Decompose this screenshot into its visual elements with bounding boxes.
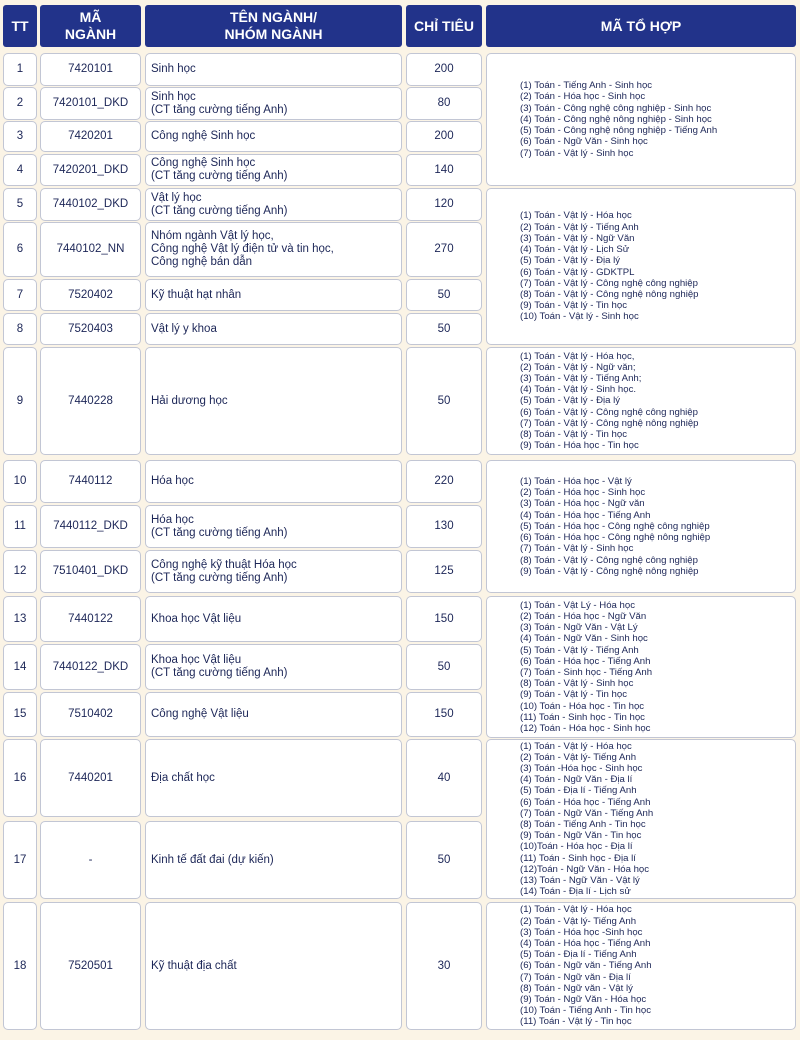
subject-combination: (6) Toán - Ngữ văn - Tiếng Anh	[520, 960, 652, 972]
subject-combination: (6) Toán - Vật lý - Công nghệ công nghiệp	[520, 406, 698, 418]
subject-combination: (11) Toán - Vật lý - Tin học	[520, 1016, 632, 1028]
major-code: 7510402	[40, 692, 141, 737]
subject-combination: (5) Toán - Vật lý - Địa lý	[520, 395, 621, 407]
subject-combination: (9) Toán - Vật lý - Tin học	[520, 300, 627, 312]
major-name-lines	[151, 708, 249, 721]
subject-combination: (10) Toán - Vật lý - Sinh học	[520, 311, 639, 323]
subject-combination: (9) Toán - Vật lý - Tin học	[520, 689, 627, 701]
subject-combination: (3) Toán - Công nghệ công nghiệp - Sinh học	[520, 102, 712, 114]
row-number: 9	[3, 347, 37, 455]
subject-combination: (8) Toán - Vật lý - Sinh học	[520, 678, 634, 690]
subject-combination: (2) Toán - Vật lý - Ngữ văn;	[520, 361, 636, 373]
subject-combination: (10) Toán - Tiếng Anh - Tin học	[520, 1005, 652, 1017]
major-code: 7440102_DKD	[40, 188, 141, 221]
subject-combination: (5) Toán - Hóa học - Công nghệ công nghiệp	[520, 520, 710, 532]
subject-combination: (4) Toán - Hóa học - Tiếng Anh	[520, 509, 651, 521]
header-chi-tieu	[406, 5, 482, 47]
subject-combination: (7) Toán - Vật lý - Sinh học	[520, 543, 634, 555]
subject-combination: (12) Toán - Hóa học - Sinh học	[520, 723, 651, 735]
quota: 50	[406, 313, 482, 345]
major-name-line: Kỹ thuật hạt nhân	[151, 288, 242, 301]
quota: 120	[406, 188, 482, 221]
header-ten-nganh	[145, 5, 402, 47]
subject-combination: (7) Toán - Vật lý - Sinh học	[520, 147, 634, 159]
row-number: 15	[3, 692, 37, 737]
subject-combination: (9) Toán - Hóa học - Tin học	[520, 440, 639, 452]
major-code: 7420201_DKD	[40, 154, 141, 186]
major-name-line: Công nghệ kỹ thuật Hóa học	[151, 558, 297, 571]
header-ma-line1: MÃ	[79, 9, 102, 25]
major-name-line: Hải dương học	[151, 394, 228, 407]
major-name-line: (CT tăng cường tiếng Anh)	[151, 667, 288, 679]
quota: 40	[406, 739, 482, 817]
row-number: 13	[3, 596, 37, 642]
subject-combination: (7) Toán - Ngữ văn - Địa lí	[520, 971, 631, 983]
quota: 50	[406, 279, 482, 311]
major-code: 7440228	[40, 347, 141, 455]
major-name-line: (CT tăng cường tiếng Anh)	[151, 103, 288, 116]
major-name-lines	[151, 960, 237, 973]
subject-combination: (2) Toán - Vật lý - Tiếng Anh	[520, 221, 639, 233]
quota: 200	[406, 53, 482, 86]
subject-combination: (6) Toán - Hóa học - Tiếng Anh	[520, 655, 651, 667]
major-name-lines	[151, 395, 228, 408]
major-name	[145, 550, 402, 593]
major-name-line: Địa chất học	[151, 771, 215, 784]
major-name	[145, 279, 402, 311]
subject-combination: (8) Toán - Tiếng Anh - Tin học	[520, 819, 646, 830]
major-name-lines	[151, 157, 288, 183]
quota: 50	[406, 644, 482, 690]
subject-combination-group	[486, 596, 796, 738]
major-name	[145, 347, 402, 455]
major-name	[145, 121, 402, 152]
major-name-line: Vật lý học	[151, 191, 202, 204]
major-name-line: Hóa học	[151, 513, 194, 526]
subject-combination: (8) Toán - Vật lý - Tin học	[520, 429, 627, 440]
major-code: 7520403	[40, 313, 141, 345]
major-code: 7420201	[40, 121, 141, 152]
header-chi-tieu-label: CHỈ TIÊU	[414, 17, 474, 34]
major-name	[145, 222, 402, 277]
major-code: 7440112	[40, 460, 141, 503]
major-name-line: (CT tăng cường tiếng Anh)	[151, 526, 288, 539]
major-code: 7440122_DKD	[40, 644, 141, 690]
subject-combination: (12)Toán - Ngữ Văn - Hóa học	[520, 863, 650, 875]
subject-combination: (3) Toán - Ngữ Văn - Vật Lý	[520, 622, 638, 634]
major-name-line: Vật lý y khoa	[151, 322, 217, 335]
header-tt	[3, 5, 37, 47]
subject-combination-group	[486, 188, 796, 345]
row-number: 14	[3, 644, 37, 690]
major-name-line: Khoa học Vật liệu	[151, 654, 242, 666]
major-name	[145, 644, 402, 690]
quota: 270	[406, 222, 482, 277]
major-name-lines	[151, 772, 215, 785]
subject-combination: (7) Toán - Vật lý - Công nghệ công nghiệp	[520, 277, 698, 289]
major-name-lines	[151, 230, 334, 269]
subject-combination: (3) Toán - Hóa học -Sinh học	[520, 926, 643, 938]
subject-combination: (4) Toán - Vật lý - Sinh học.	[520, 384, 637, 396]
subject-combination: (7) Toán - Sinh học - Tiếng Anh	[520, 667, 653, 678]
major-name	[145, 505, 402, 548]
row-number: 16	[3, 739, 37, 817]
major-name-line: Sinh học	[151, 63, 196, 75]
subject-combination: (8) Toán - Vật lý - Công nghệ nông nghiệp	[520, 288, 699, 300]
subject-combination: (6) Toán - Ngữ Văn - Sinh học	[520, 136, 648, 148]
major-name-line: Kỹ thuật địa chất	[151, 959, 237, 972]
header-ten-line2: NHÓM NGÀNH	[224, 26, 323, 42]
major-code: 7520402	[40, 279, 141, 311]
major-name	[145, 53, 402, 86]
major-name-line: Công nghệ Sinh học	[151, 130, 256, 142]
row-number: 4	[3, 154, 37, 186]
subject-combination: (3) Toán -Hóa học - Sinh học	[520, 762, 643, 774]
header-to-hop	[486, 5, 796, 47]
major-name-line: (CT tăng cường tiếng Anh)	[151, 571, 288, 584]
major-code: 7420101_DKD	[40, 87, 141, 120]
subject-combination: (2) Toán - Hóa học - Sinh học	[520, 487, 646, 499]
subject-combination: (1) Toán - Vật lý - Hóa học	[520, 904, 632, 916]
subject-combination: (8) Toán - Ngữ văn - Vật lý	[520, 982, 633, 994]
quota: 30	[406, 902, 482, 1030]
subject-combination: (2) Toán - Vật lý- Tiếng Anh	[520, 915, 637, 927]
major-code: 7420101	[40, 53, 141, 86]
row-number: 6	[3, 222, 37, 277]
major-name-lines	[151, 130, 255, 143]
major-code: 7520501	[40, 902, 141, 1030]
quota: 130	[406, 505, 482, 548]
subject-combination: (9) Toán - Ngữ Văn - Hóa học	[520, 994, 647, 1005]
major-name-lines	[151, 613, 241, 626]
major-code: 7440122	[40, 596, 141, 642]
quota: 50	[406, 821, 482, 899]
subject-combination: (3) Toán - Hóa học - Ngữ văn	[520, 498, 645, 510]
subject-combination: (5) Toán - Địa lí - Tiếng Anh	[520, 785, 637, 797]
major-name-line: Công nghệ Vật liệu	[151, 708, 249, 720]
header-ma-line2: NGÀNH	[64, 26, 117, 42]
major-name	[145, 87, 402, 120]
subject-combination: (13) Toán - Ngữ Văn - Vật lý	[520, 875, 640, 887]
subject-combination: (1) Toán - Hóa học - Vật lý	[520, 476, 632, 488]
major-name	[145, 692, 402, 737]
subject-combination: (6) Toán - Hóa học - Công nghệ nông nghiệp	[520, 532, 711, 544]
major-code: 7440102_NN	[40, 222, 141, 277]
subject-combination-group	[486, 739, 796, 899]
major-name-lines	[151, 654, 288, 680]
subject-combination: (1) Toán - Tiếng Anh - Sinh học	[520, 80, 653, 92]
subject-combination: (3) Toán - Vật lý - Ngữ Văn	[520, 232, 635, 244]
subject-combination: (10) Toán - Hóa học - Tin học	[520, 700, 645, 712]
subject-combination-group	[486, 53, 796, 186]
major-name-line: (CT tăng cường tiếng Anh)	[151, 170, 288, 182]
subject-combination: (5) Toán - Công nghệ nông nghiệp - Tiếng Anh	[520, 125, 718, 137]
subject-combination: (1) Toán - Vật lý - Hóa học,	[520, 350, 635, 362]
row-number: 12	[3, 550, 37, 593]
subject-combination: (14) Toán - Địa lí - Lịch sử	[520, 886, 631, 898]
major-name-lines	[151, 289, 241, 302]
major-name	[145, 460, 402, 503]
subject-combination: (7) Toán - Ngữ Văn - Tiếng Anh	[520, 807, 654, 819]
subject-combination: (6) Toán - Hóa học - Tiếng Anh	[520, 796, 651, 808]
subject-combination: (6) Toán - Vật lý - GDKTPL	[520, 266, 635, 278]
subject-combination: (5) Toán - Vật lý - Tiếng Anh	[520, 644, 639, 656]
quota: 125	[406, 550, 482, 593]
major-name-line: Công nghệ Sinh học	[151, 157, 256, 169]
quota: 220	[406, 460, 482, 503]
subject-combination: (1) Toán - Vật lý - Hóa học	[520, 740, 632, 752]
major-name	[145, 821, 402, 899]
major-code: -	[40, 821, 141, 899]
subject-combination: (2) Toán - Hóa học - Ngữ Văn	[520, 610, 647, 622]
major-name-line: Công nghệ Vật lý điện tử và tin học,	[151, 243, 334, 255]
row-number: 11	[3, 505, 37, 548]
major-name-lines	[151, 192, 288, 218]
quota: 50	[406, 347, 482, 455]
row-number: 1	[3, 53, 37, 86]
major-code: 7440201	[40, 739, 141, 817]
subject-combination: (9) Toán - Ngữ Văn - Tin học	[520, 830, 642, 842]
subject-combination: (11) Toán - Sinh học - Địa lí	[520, 852, 636, 864]
subject-combination: (11) Toán - Sinh học - Tin học	[520, 711, 645, 723]
subject-combination: (9) Toán - Vật lý - Công nghệ nông nghiệp	[520, 565, 699, 577]
subject-combination-group	[486, 902, 796, 1030]
major-name-line: Kinh tế đất đai (dự kiến)	[151, 853, 274, 866]
quota: 150	[406, 692, 482, 737]
subject-combination: (4) Toán - Ngữ Văn - Sinh học	[520, 633, 648, 645]
header-ten-line1: TÊN NGÀNH/	[229, 9, 318, 25]
major-name-line: Khoa học Vật liệu	[151, 612, 242, 625]
major-name-line: (CT tăng cường tiếng Anh)	[151, 204, 288, 217]
subject-combination: (4) Toán - Hóa học - Tiếng Anh	[520, 937, 651, 949]
quota: 200	[406, 121, 482, 152]
subject-combination: (4) Toán - Ngữ Văn - Địa lí	[520, 774, 633, 786]
row-number: 10	[3, 460, 37, 503]
major-name-line: Nhóm ngành Vật lý học,	[151, 230, 274, 242]
subject-combination: (2) Toán - Vật lý- Tiếng Anh	[520, 751, 637, 763]
row-number: 5	[3, 188, 37, 221]
subject-combination: (4) Toán - Công nghệ nông nghiệp - Sinh học	[520, 113, 712, 125]
subject-combination: (10)Toán - Hóa học - Địa lí	[520, 841, 633, 853]
row-number: 8	[3, 313, 37, 345]
major-name-lines	[151, 559, 297, 585]
major-name	[145, 154, 402, 186]
major-name-line: Hóa học	[151, 475, 194, 487]
major-name-lines	[151, 514, 288, 540]
major-name-lines	[151, 475, 194, 488]
subject-combination: (5) Toán - Địa lí - Tiếng Anh	[520, 949, 637, 961]
subject-combination-group	[486, 347, 796, 455]
subject-combination: (2) Toán - Hóa học - Sinh học	[520, 91, 646, 103]
subject-combination: (7) Toán - Vật lý - Công nghệ nông nghiệp	[520, 417, 699, 429]
major-name-lines	[151, 854, 274, 867]
subject-combination: (8) Toán - Vật lý - Công nghệ công nghiệp	[520, 554, 698, 566]
quota: 150	[406, 596, 482, 642]
major-name-line: Công nghệ bán dẫn	[151, 256, 253, 268]
subject-combination: (5) Toán - Vật lý - Địa lý	[520, 255, 621, 267]
row-number: 3	[3, 121, 37, 152]
row-number: 17	[3, 821, 37, 899]
major-code: 7510401_DKD	[40, 550, 141, 593]
major-code: 7440112_DKD	[40, 505, 141, 548]
major-name	[145, 739, 402, 817]
quota: 80	[406, 87, 482, 120]
major-name-lines	[151, 91, 288, 117]
subject-combination: (1) Toán - Vật lý - Hóa học	[520, 210, 632, 222]
header-tt-label: TT	[11, 17, 29, 34]
header-to-hop-label: MÃ TỔ HỢP	[600, 17, 682, 34]
subject-combination: (4) Toán - Vật lý - Lịch Sử	[520, 244, 630, 256]
row-number: 18	[3, 902, 37, 1030]
major-name-line: Sinh học	[151, 90, 196, 103]
row-number: 2	[3, 87, 37, 120]
major-name-lines	[151, 63, 196, 76]
row-number: 7	[3, 279, 37, 311]
major-name	[145, 902, 402, 1030]
quota: 140	[406, 154, 482, 186]
subject-combination-group	[486, 460, 796, 593]
header-ma-nganh	[40, 5, 141, 47]
major-name	[145, 596, 402, 642]
subject-combination: (3) Toán - Vật lý - Tiếng Anh;	[520, 372, 642, 384]
subject-combination: (1) Toán - Vật Lý - Hóa học	[520, 599, 636, 611]
major-name	[145, 188, 402, 221]
major-name	[145, 313, 402, 345]
major-name-lines	[151, 323, 217, 336]
